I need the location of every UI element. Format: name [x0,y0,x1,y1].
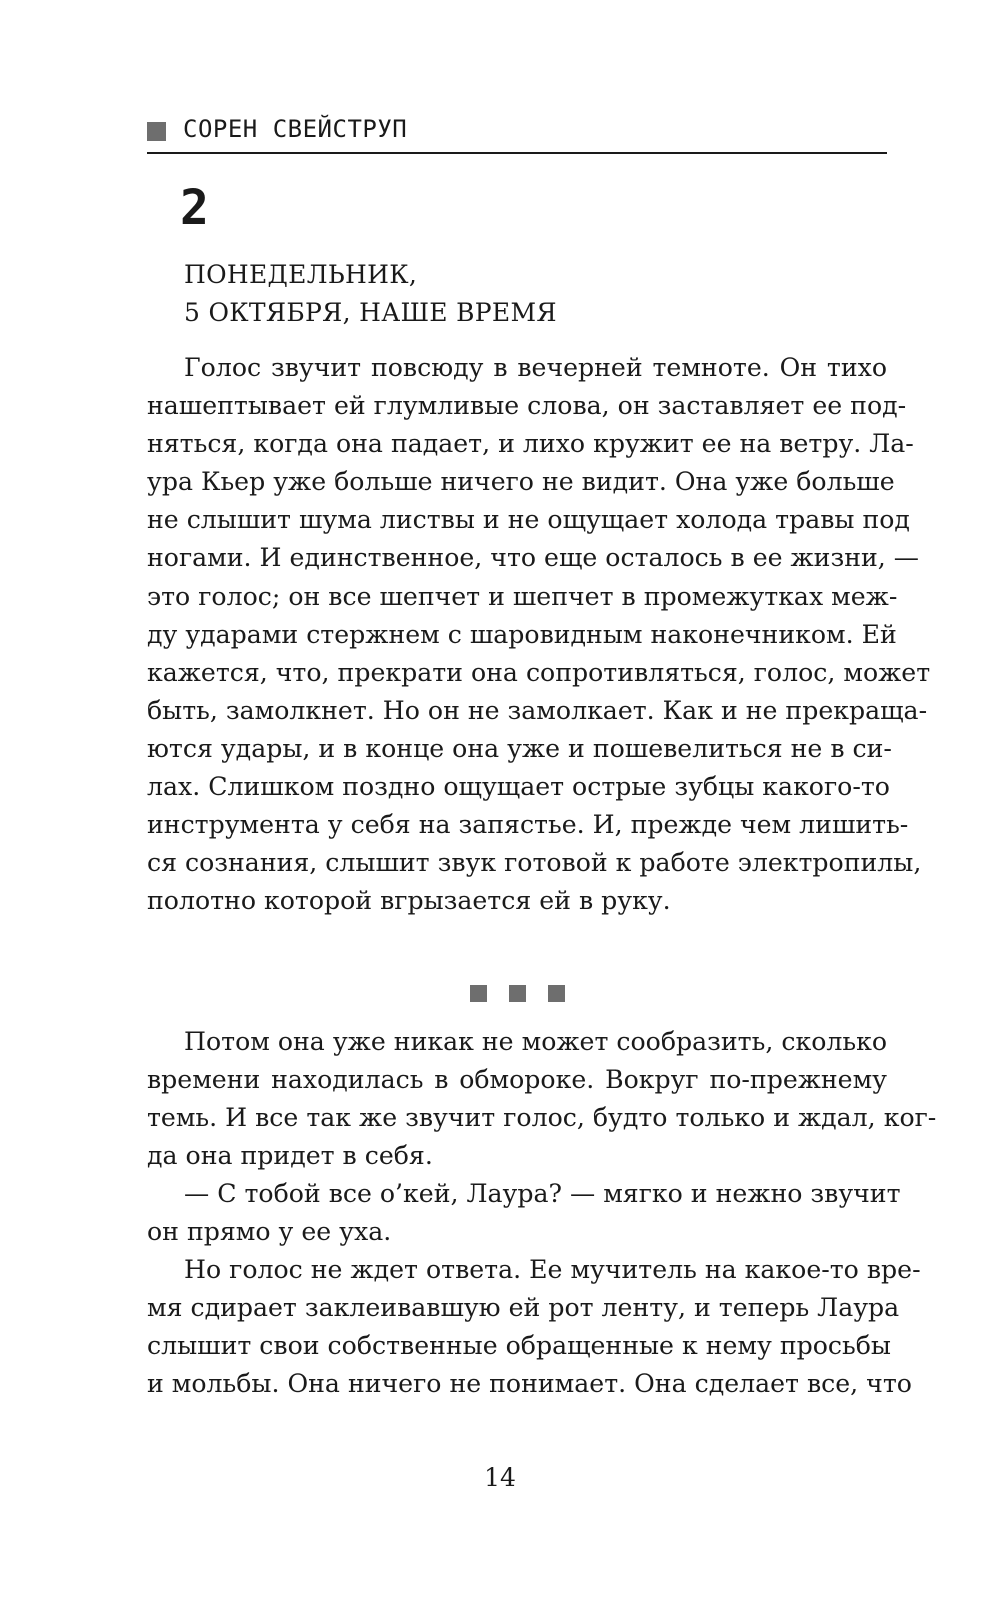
text-line: слышит свои собственные обращенные к нему просьбы [147,1331,891,1361]
text-line: няться, когда она падает, и лихо кружит ее на ветру. Ла- [147,429,914,459]
separator-square-icon [470,985,487,1002]
text-line: кажется, что, прекрати она сопротивляться, голос, может [147,657,931,687]
paragraph-4 [147,1251,921,1403]
text-line: не слышит шума листвы и не ощущает холода травы под [147,505,910,535]
text-line: темь. И все так же звучит голос, будто только и ждал, ког- [147,1103,937,1133]
chapter-number: 2 [180,180,209,236]
text-line: он прямо у ее уха. [147,1217,392,1247]
text-line: Голос звучит повсюду в вечерней темноте. Он тихо [184,353,887,382]
text-line: ду ударами стержнем с шаровидным наконечником. Ей [147,619,897,649]
separator-square-icon [548,985,565,1002]
text-line: времени находилась в обмороке. Вокруг по-прежнему [147,1065,887,1095]
running-head [147,116,887,154]
text-line: мя сдирает заклеивавшую ей рот ленту, и теперь Лаура [147,1293,900,1323]
page-number: 14 [484,1463,516,1492]
paragraph-2 [147,1023,937,1175]
text-line: лах. Слишком поздно ощущает острые зубцы какого-то [147,772,890,802]
text-line: — С тобой все о’кей, Лаура? — мягко и нежно звучит [184,1179,901,1208]
chapter-title-line: ПОНЕДЕЛЬНИК, [184,260,418,289]
text-line: ются удары, и в конце она уже и пошевелиться не в си- [147,733,892,763]
text-line: это голос; он все шепчет и шепчет в промежутках меж- [147,581,898,611]
text-line: полотно которой вгрызается ей в руку. [147,886,671,916]
text-line: Но голос не ждет ответа. Ее мучитель на какое-то вре- [184,1255,921,1284]
text-line: инструмента у себя на запястье. И, прежде чем лишить- [147,810,909,840]
text-line: ся сознания, слышит звук готовой к работе электропилы, [147,848,922,878]
text-line: Потом она уже никак не может сообразить, сколько [184,1027,887,1056]
text-line: быть, замолкнет. Но он не замолкает. Как и не прекраща- [147,695,928,725]
paragraph-1 [147,349,931,920]
text-line: нашептывает ей глумливые слова, он заставляет ее под- [147,391,907,421]
text-line: да она придет в себя. [147,1141,433,1171]
text-line: и мольбы. Она ничего не понимает. Она сделает все, что [147,1369,912,1399]
text-line: ногами. И единственное, что еще осталось в ее жизни, — [147,543,919,573]
paragraph-3 [147,1175,901,1251]
chapter-title [184,256,557,332]
square-marker-icon [147,122,166,141]
chapter-title-line: 5 ОКТЯБРЯ, НАШЕ ВРЕМЯ [184,298,557,327]
separator-square-icon [509,985,526,1002]
author-name: СОРЕН СВЕЙСТРУП [183,115,408,143]
text-line: ура Кьер уже больше ничего не видит. Она уже больше [147,467,895,497]
three-squares-separator-icon [470,985,570,1005]
